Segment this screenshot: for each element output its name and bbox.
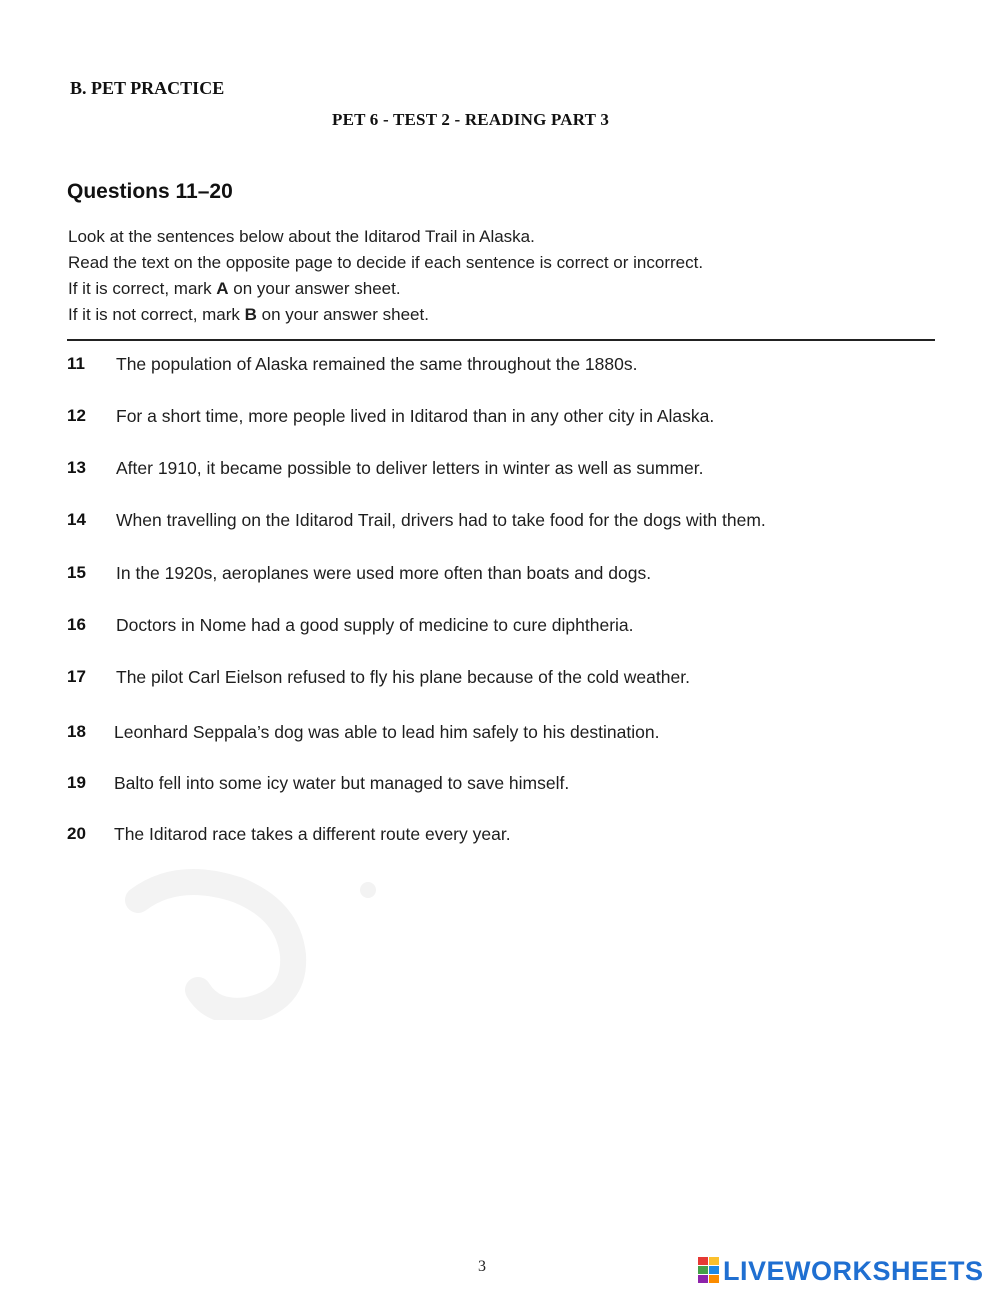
brand-name: LIVEWORKSHEETS [723,1255,984,1286]
answer-mark-a: A [216,279,229,298]
instruction-line-3-prefix: If it is correct, mark [68,279,217,298]
question-number: 11 [67,354,85,373]
page-number: 3 [478,1258,486,1275]
question-text: The Iditarod race takes a different route every year. [114,824,511,844]
brand [698,1255,984,1287]
question-number: 19 [67,773,86,792]
question-text: The population of Alaska remained the same throughout the 1880s. [116,354,638,374]
question-number: 13 [67,458,86,477]
instruction-line-3-suffix: on your answer sheet. [228,279,401,298]
answer-mark-b: B [244,305,257,324]
question-number: 18 [67,722,86,741]
question-number: 16 [67,615,86,634]
question-text: Doctors in Nome had a good supply of medicine to cure diphtheria. [116,615,634,635]
question-number: 14 [67,510,86,529]
question-number: 12 [67,406,86,425]
instruction-line-4 [68,302,703,328]
section-label: B. PET PRACTICE [70,78,225,98]
instruction-line-3 [68,276,703,302]
question-text: After 1910, it became possible to deliver letters in winter as well as summer. [116,458,704,478]
question-text: In the 1920s, aeroplanes were used more often than boats and dogs. [116,563,652,583]
question-text: For a short time, more people lived in Iditarod than in any other city in Alaska. [116,406,715,426]
instruction-line-4-prefix: If it is not correct, mark [68,305,245,324]
instruction-line-2: Read the text on the opposite page to decide if each sentence is correct or incorrect. [68,253,704,272]
watermark-graphic [118,860,378,1020]
instruction-line-1: Look at the sentences below about the Iditarod Trail in Alaska. [68,227,535,246]
question-number: 15 [67,563,86,582]
question-text: Leonhard Seppala’s dog was able to lead him safely to his destination. [114,722,660,742]
question-number: 17 [67,667,86,686]
question-text: When travelling on the Iditarod Trail, drivers had to take food for the dogs with them. [116,510,766,530]
question-text: The pilot Carl Eielson refused to fly his plane because of the cold weather. [116,667,690,687]
divider-rule [67,339,935,341]
question-number: 20 [67,824,86,843]
question-text: Balto fell into some icy water but managed to save himself. [114,773,570,793]
instruction-line-4-suffix: on your answer sheet. [256,305,429,324]
liveworksheets-logo-icon [698,1257,720,1285]
questions-heading: Questions 11–20 [67,180,233,203]
test-title: PET 6 - TEST 2 - READING PART 3 [332,110,610,129]
instructions [68,224,703,328]
